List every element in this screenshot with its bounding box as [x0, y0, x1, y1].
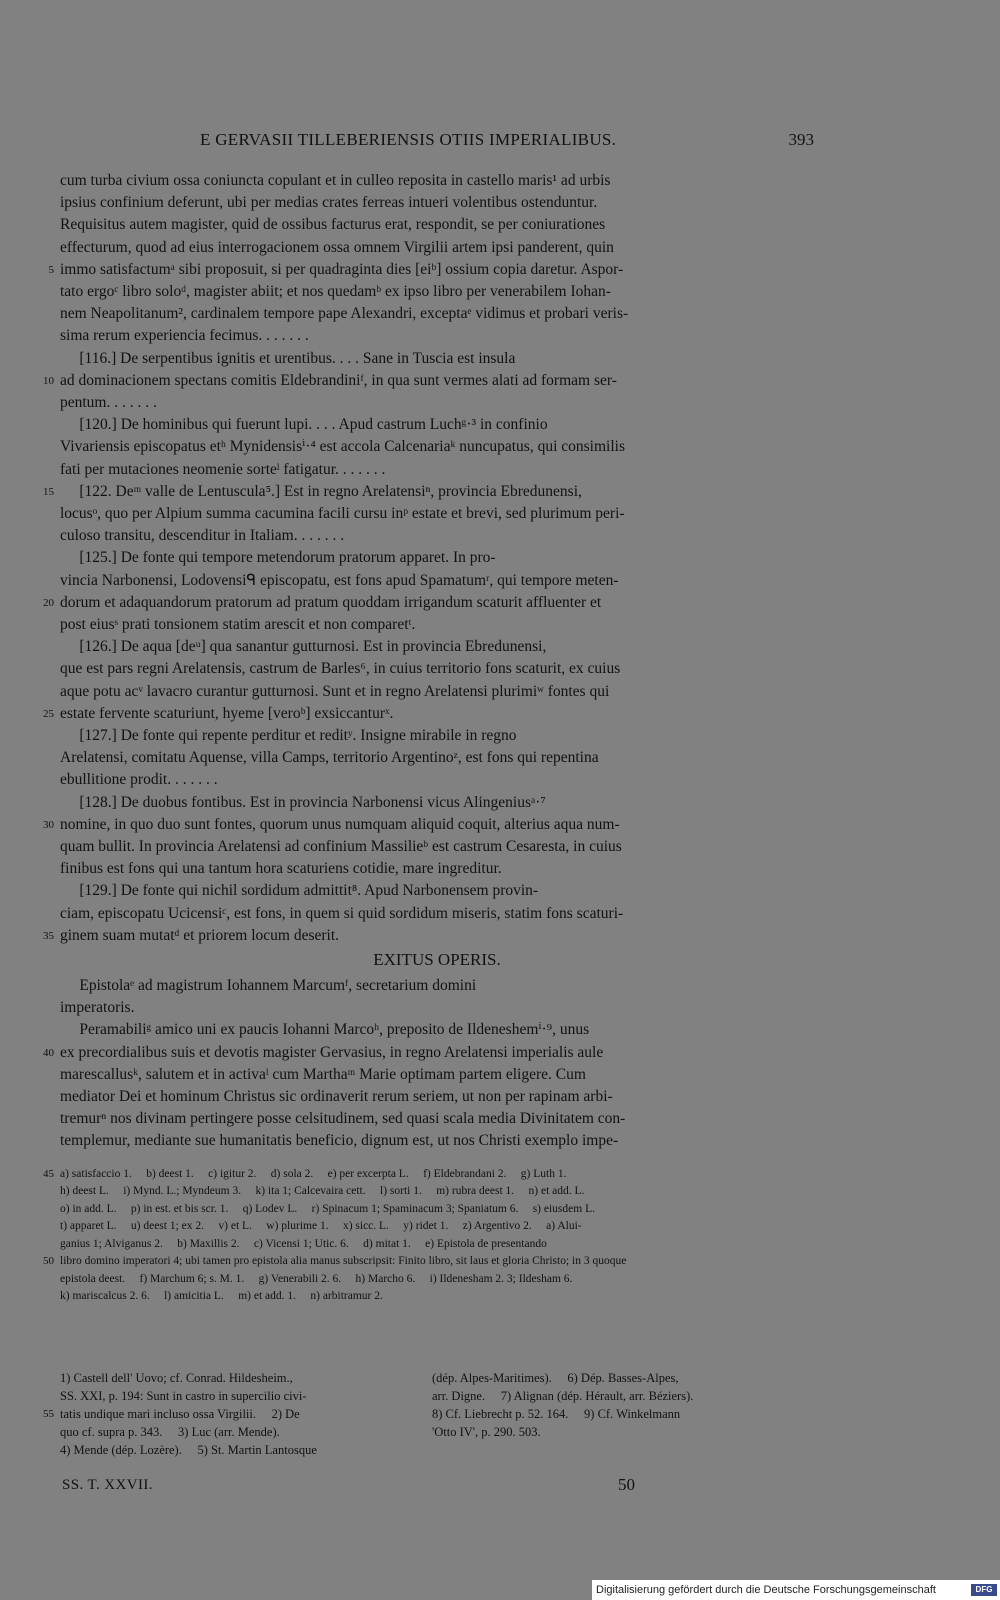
- source-note-text: SS. XXI, p. 194: Sunt in castro in supercilio civi-: [60, 1389, 307, 1403]
- text-line: [60, 325, 814, 347]
- text-line: [60, 570, 814, 592]
- line-text: effecturum, quod ad eius interrogacionem ossa omnem Virgilii artem ipsi panderent, quin: [60, 238, 614, 256]
- line-text: [127.] De fonte qui repente perditur et reditʸ. Insigne mirabile in regno: [60, 727, 517, 744]
- text-line: [60, 769, 814, 791]
- text-line: [60, 858, 814, 880]
- line-text: Peramabiliᵍ amico uni ex paucis Iohanni Marcoʰ, preposito de Ildeneshemⁱ·⁹, unus: [60, 1021, 590, 1039]
- footnote-line: [60, 1200, 814, 1218]
- line-text: sima rerum experiencia fecimus. . . . . . .: [60, 327, 309, 345]
- line-number: 40: [43, 1046, 54, 1059]
- footnote-line: [60, 1182, 814, 1200]
- line-text: [125.] De fonte qui tempore metendorum pratorum apparet. In pro-: [60, 549, 496, 567]
- digitization-credit: [592, 1580, 1000, 1600]
- text-line: [60, 414, 814, 436]
- text-line: [60, 836, 814, 858]
- line-text: aque potu acᵛ lavacro curantur gutturnosi. Sunt et in regno Arelatensi plurimiʷ fontes qui: [60, 682, 610, 700]
- line-text: tremurⁿ nos divinam pertingere posse celsitudinem, sed quasi scala media Divinitatem con-: [60, 1110, 626, 1128]
- line-number: 25: [43, 707, 54, 720]
- line-number: 30: [43, 818, 54, 831]
- line-text: marescallusᵏ, salutem et in activaˡ cum Marthaᵐ Marie optimam partem eligere. Cum: [60, 1065, 586, 1083]
- dfg-logo-icon: DFG: [971, 1584, 997, 1596]
- line-text: ebullitione prodit. . . . . . .: [60, 771, 218, 789]
- text-line: [43, 925, 814, 947]
- text-line: [60, 348, 814, 370]
- line-text: pentum. . . . . . .: [60, 394, 157, 411]
- line-text: [120.] De hominibus qui fuerunt lupi. . . . Apud castrum Luchᵍ·³ in confinio: [60, 416, 548, 434]
- line-text: fati per mutaciones neomenie sorteˡ fatigatur. . . . . . .: [60, 460, 386, 478]
- text-line: [43, 814, 814, 836]
- line-text: ad dominacionem spectans comitis Eldebrandiniᶠ, in qua sunt vermes alati ad formam ser-: [60, 371, 617, 389]
- line-number: 55: [43, 1408, 54, 1420]
- text-line: [60, 281, 814, 303]
- text-line: [43, 703, 814, 725]
- text-line: [43, 1042, 814, 1064]
- line-text: tato ergoᶜ libro soloᵈ, magister abiit; et nos quedamᵇ ex ipso libro per venerabilem Iohan-: [60, 283, 611, 300]
- text-line: [60, 170, 814, 192]
- text-line: [43, 481, 814, 503]
- running-title: E GERVASII TILLEBERIENSIS OTIIS IMPERIALIBUS.: [200, 130, 617, 149]
- signature-mark: SS. T. XXVII.: [62, 1477, 153, 1493]
- source-notes-left: [43, 1370, 317, 1460]
- line-text: dorum et adaquandorum pratorum ad pratum quoddam irrigandum scaturit affluenter et: [60, 593, 602, 611]
- text-line: [60, 436, 814, 458]
- footnote-text: a) satisfaccio 1. b) deest 1. c) igitur 2. d) sola 2. e) per excerpta L. f) Eldebrandani 2. g) Luth 1.: [60, 1167, 567, 1180]
- footnote-line: [60, 1270, 814, 1288]
- line-text: [126.] De aqua [deᵘ] qua sanantur gutturnosi. Est in provincia Ebredunensi,: [60, 638, 547, 656]
- source-note-text: quo cf. supra p. 343. 3) Luc (arr. Mende).: [60, 1425, 280, 1439]
- line-text: templemur, mediante sue humanitatis beneficio, dignum est, ut nos Christi exemplo impe-: [60, 1132, 619, 1150]
- line-text: immo satisfactumᵃ sibi proposuit, si per quadraginta dies [eiᵇ] ossium copia daretur. Aspor-: [60, 260, 624, 278]
- text-line: [60, 975, 814, 997]
- line-text: Epistolaᵉ ad magistrum Iohannem Marcumᶠ, secretarium domini: [60, 977, 477, 994]
- line-number: 50: [43, 1255, 54, 1268]
- text-line: [60, 725, 814, 747]
- text-line: [60, 792, 814, 814]
- line-number: 45: [43, 1167, 54, 1180]
- text-line: [60, 192, 814, 214]
- page-header: [60, 130, 814, 156]
- line-text: [116.] De serpentibus ignitis et urentibus. . . . Sane in Tuscia est insula: [60, 349, 516, 367]
- line-text: ex precordialibus suis et devotis magister Gervasius, in regno Arelatensi imperialis aule: [60, 1043, 604, 1061]
- footnote-text: k) mariscalcus 2. 6. l) amicitia L. m) et add. 1. n) arbitramur 2.: [60, 1290, 383, 1303]
- text-line: [60, 392, 814, 414]
- line-text: locusᵒ, quo per Alpium summa cacumina facili cursu inᵖ estate et brevi, sed plurimum peri-: [60, 505, 625, 522]
- line-text: finibus est fons qui una tantum hora scaturiens cotidie, mare ingreditur.: [60, 860, 502, 878]
- line-text: mediator Dei et hominum Christus sic ordinaverit rerum seriem, ut non per rapinam arbi-: [60, 1088, 613, 1105]
- footnote-line: [43, 1165, 814, 1183]
- source-note-line: [60, 1442, 317, 1460]
- source-note-line: [60, 1370, 317, 1388]
- line-text: [122. Deᵐ valle de Lentuscula⁵.] Est in regno Arelatensiⁿ, provincia Ebredunensi,: [60, 482, 582, 500]
- line-number: 10: [43, 374, 54, 387]
- line-number: 5: [48, 263, 54, 276]
- footnote-line: [43, 1252, 814, 1270]
- line-text: vincia Narbonensi, Lodovensiᑫ episcopatu, est fons apud Spamatumʳ, qui tempore meten-: [60, 571, 619, 589]
- footnote-text: h) deest L. i) Mynd. L.; Myndeum 3. k) ita 1; Calcevaira cett. l) sorti 1. m) rubra deest 1. n) et add. L.: [60, 1185, 585, 1198]
- source-note-line: 'Otto IV', p. 290. 503.: [432, 1425, 541, 1439]
- source-note-line: (dép. Alpes-Maritimes). 6) Dép. Basses-Alpes,: [432, 1371, 679, 1385]
- line-text: Requisitus autem magister, quid de ossibus facturus erat, respondit, se per coniurationes: [60, 216, 606, 234]
- source-note-line: [60, 1424, 317, 1442]
- text-line: [60, 303, 814, 325]
- line-text: nomine, in quo duo sunt fontes, quorum unus numquam aliquid coquit, alterius aqua num-: [60, 815, 620, 833]
- line-text: Vivariensis episcopatus etʰ Mynidensisⁱ·⁴ est accola Calcenariaᵏ nuncupatus, qui consimilis: [60, 438, 625, 456]
- text-line: [60, 503, 814, 525]
- text-line: [60, 459, 814, 481]
- line-text: Arelatensi, comitatu Aquense, villa Camps, territorio Argentinoᶻ, est fons qui repentina: [60, 749, 599, 767]
- line-number: 20: [43, 596, 54, 609]
- exitus-heading: EXITUS OPERIS.: [373, 950, 501, 969]
- text-line: [60, 658, 814, 680]
- line-text: estate fervente scaturiunt, hyeme [veroᵇ] exsiccanturˣ.: [60, 704, 394, 722]
- source-note-text: 4) Mende (dép. Lozère). 5) St. Martin Lantosque: [60, 1443, 317, 1457]
- text-line: [43, 592, 814, 614]
- text-line: [60, 636, 814, 658]
- footnote-text: o) in add. L. p) in est. et bis scr. 1. q) Lodev L. r) Spinacum 1; Spaminacum 3; Spaniatum 6. s) eiusdem L.: [60, 1202, 595, 1215]
- line-text: que est pars regni Arelatensis, castrum de Barles⁶, in cuius territorio fons scaturit, ex cuius: [60, 660, 621, 678]
- footnote-line: [60, 1235, 814, 1253]
- text-line: [60, 1086, 814, 1108]
- source-note-text: 1) Castell dell' Uovo; cf. Conrad. Hildesheim.,: [60, 1371, 293, 1385]
- footnote-line: [60, 1287, 814, 1305]
- footnote-text: libro domino imperatori 4; ubi tamen pro epistola alia manus subscripsit: Finito libro, sit laus et gloria Christo; in 3 quoque: [60, 1255, 627, 1268]
- line-text: [128.] De duobus fontibus. Est in provincia Narbonensi vicus Alingeniusᵃ·⁷: [60, 793, 546, 811]
- source-note-line: [43, 1406, 317, 1424]
- source-note-line: 8) Cf. Liebrecht p. 52. 164. 9) Cf. Winkelmann: [432, 1407, 681, 1421]
- text-line: [60, 614, 814, 636]
- footnote-line: [60, 1217, 814, 1235]
- line-text: quam bullit. In provincia Arelatensi ad confinium Massilieᵇ est castrum Cesaresta, in cuius: [60, 838, 622, 855]
- sheet-number: 50: [618, 1475, 635, 1494]
- text-line: [60, 1108, 814, 1130]
- text-line: [60, 547, 814, 569]
- text-line: [48, 259, 814, 281]
- text-line: [60, 681, 814, 703]
- line-text: ginem suam mutatᵈ et priorem locum deserit.: [60, 926, 340, 944]
- footnote-text: epistola deest. f) Marchum 6; s. M. 1. g) Venerabili 2. 6. h) Marcho 6. i) Ildenesham 2. 3; Ildesham 6.: [60, 1272, 573, 1285]
- line-text: culoso transitu, descenditur in Italiam. . . . . . .: [60, 527, 345, 545]
- line-text: cum turba civium ossa coniuncta copulant et in culleo reposita in castello maris¹ ad urbis: [60, 172, 611, 189]
- line-text: post eiusˢ prati tonsionem statim arescit et non comparetᵗ.: [60, 616, 416, 633]
- line-text: imperatoris.: [60, 999, 135, 1017]
- source-note-text: tatis undique mari incluso ossa Virgilii. 2) De: [60, 1407, 300, 1421]
- text-line: [60, 214, 814, 236]
- line-number: 15: [43, 485, 54, 498]
- line-number: 35: [43, 929, 54, 942]
- source-note-line: arr. Digne. 7) Alignan (dép. Hérault, arr. Béziers).: [432, 1389, 694, 1403]
- text-line: [60, 1130, 814, 1152]
- text-line: [60, 1019, 814, 1041]
- footnote-text: ganius 1; Alviganus 2. b) Maxillis 2. c) Vicensi 1; Utic. 6. d) mitat 1. e) Epistola de presentando: [60, 1237, 547, 1250]
- line-text: ciam, episcopatu Ucicensiᶜ, est fons, in quem si quid sordidum miseris, statim fons scaturi-: [60, 904, 624, 922]
- page-number: 393: [788, 130, 814, 149]
- source-notes-right: [432, 1370, 693, 1442]
- text-line: [60, 525, 814, 547]
- source-note-line: [60, 1388, 317, 1406]
- line-text: ipsius confinium deferunt, ubi per medias crates ferreas intueri volentibus ostenduntur.: [60, 194, 598, 212]
- line-text: [129.] De fonte qui nichil sordidum admittit⁸. Apud Narbonensem provin-: [60, 882, 539, 900]
- footnote-text: t) apparet L. u) deest 1; ex 2. v) et L. w) plurime 1. x) sicc. L. y) ridet 1. z) Argentivo 2. a) Alui-: [60, 1220, 582, 1233]
- text-line: [60, 747, 814, 769]
- text-line: [60, 237, 814, 259]
- text-line: [60, 880, 814, 902]
- text-line: [60, 1064, 814, 1086]
- text-line: [43, 370, 814, 392]
- credit-text: Digitalisierung gefördert durch die Deutsche Forschungsgemeinschaft: [596, 1584, 936, 1596]
- text-line: [60, 903, 814, 925]
- text-line: [60, 997, 814, 1019]
- line-text: nem Neapolitanum², cardinalem tempore pape Alexandri, exceptaᵉ vidimus et probari veris-: [60, 305, 629, 323]
